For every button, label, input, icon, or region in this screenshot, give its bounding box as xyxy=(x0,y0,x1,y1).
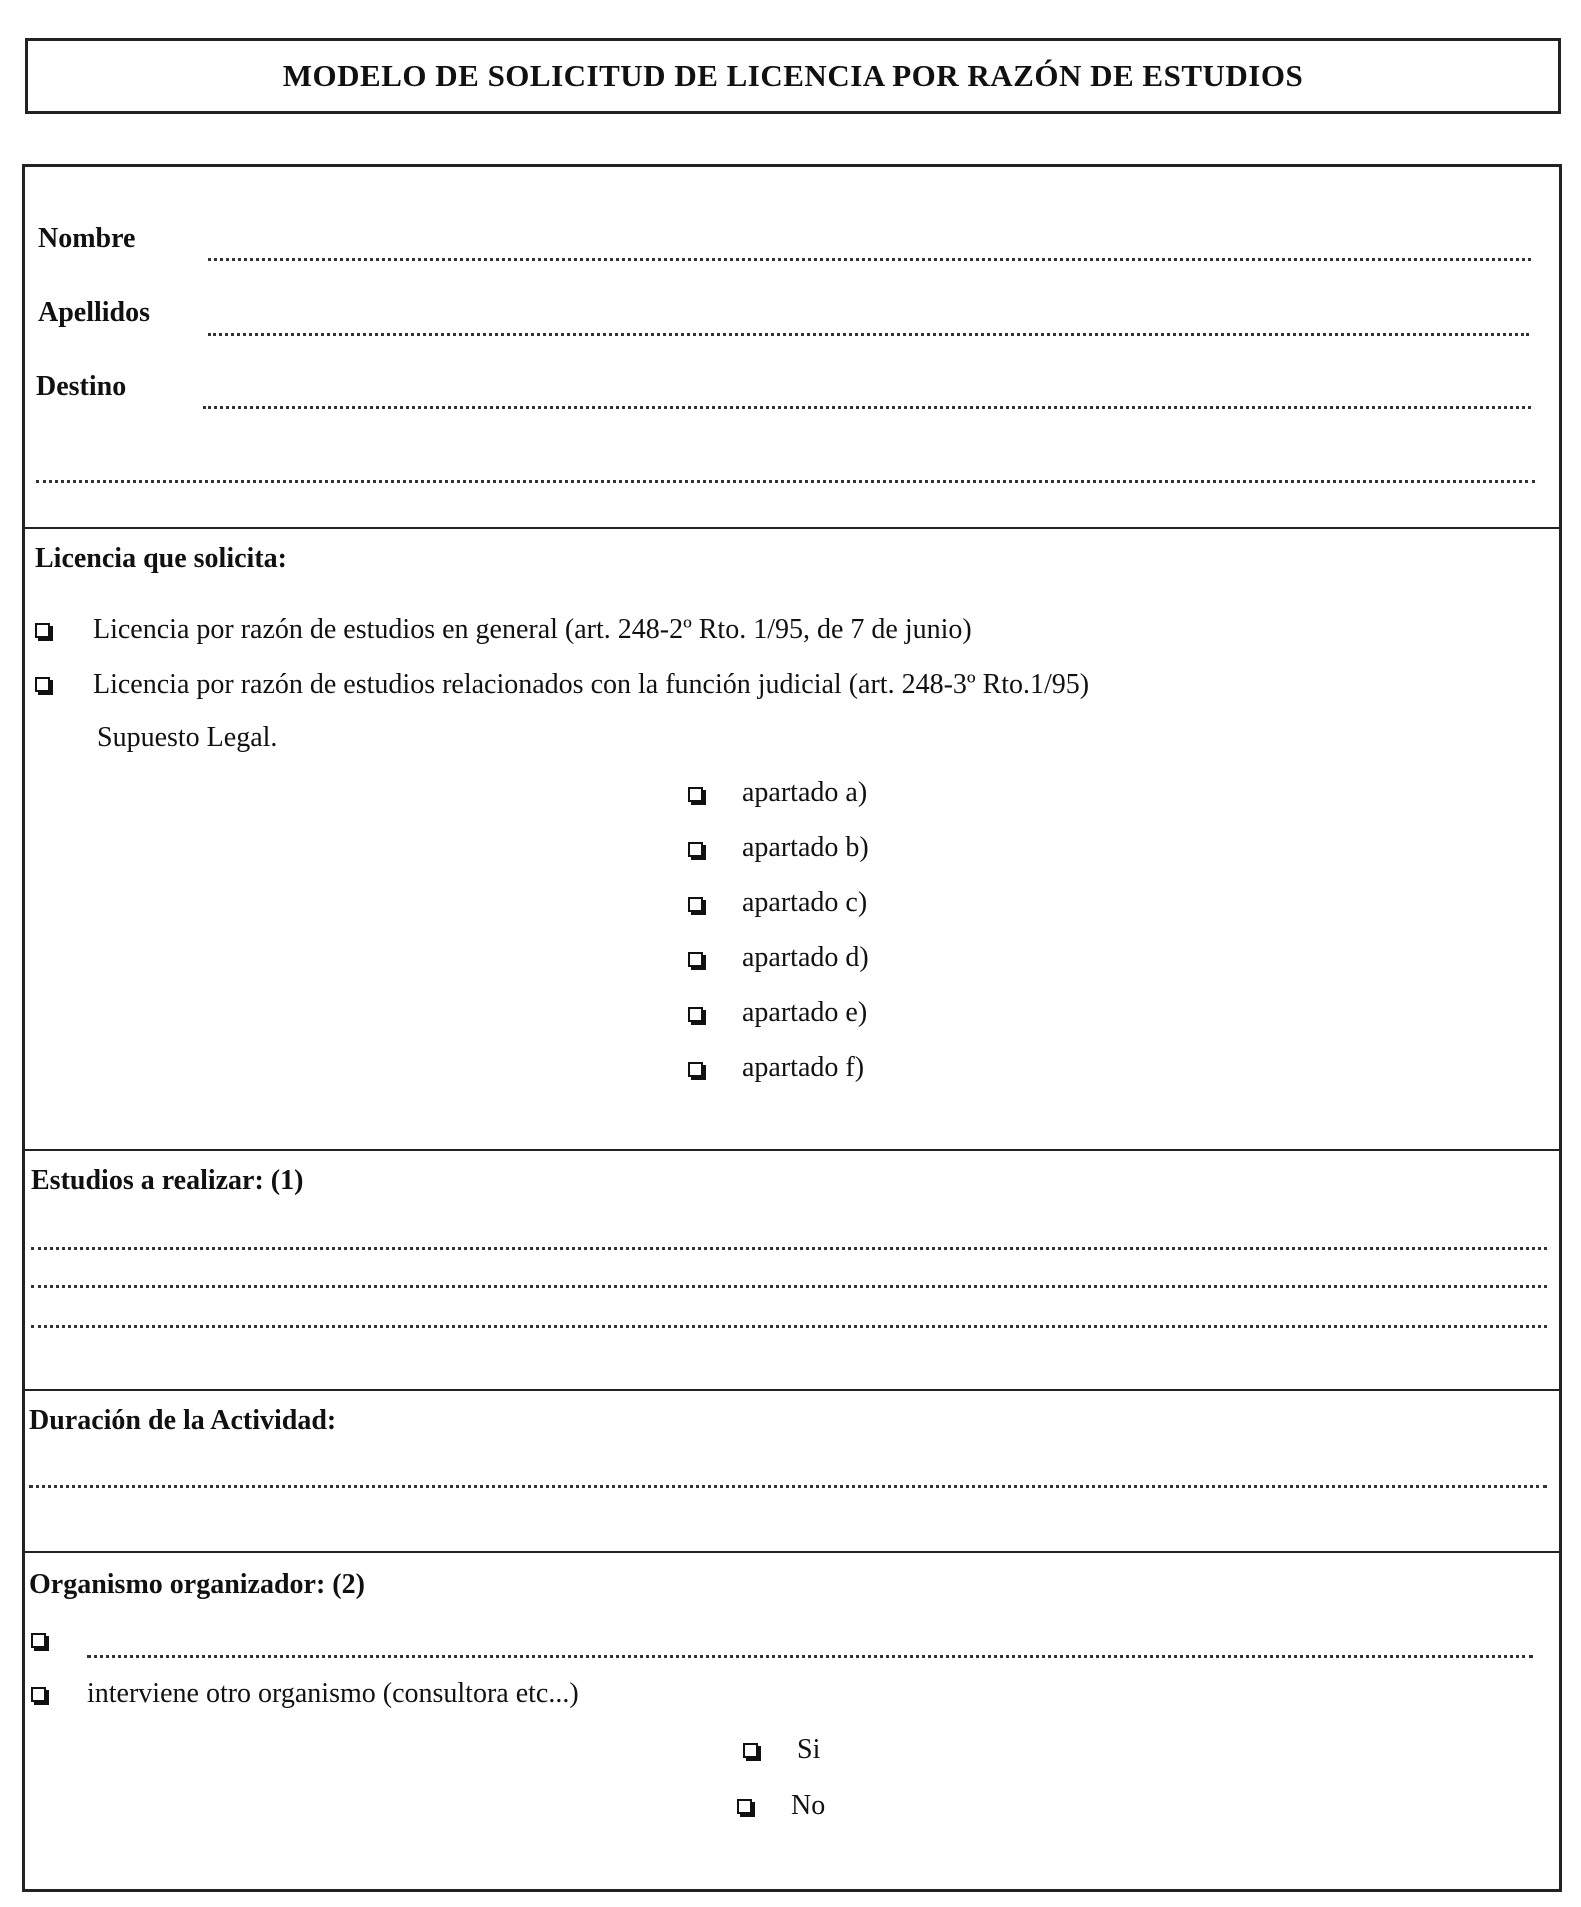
apartado-b-checkbox[interactable] xyxy=(688,842,703,857)
licencia-heading: Licencia que solicita: xyxy=(35,543,287,574)
destino-extra-field[interactable] xyxy=(36,480,1535,483)
estudios-line-2[interactable] xyxy=(31,1285,1547,1288)
duracion-field[interactable] xyxy=(29,1485,1547,1488)
si-checkbox[interactable] xyxy=(743,1743,758,1758)
duracion-section xyxy=(25,1391,1559,1553)
organismo-section xyxy=(25,1553,1559,1895)
estudios-line-3[interactable] xyxy=(31,1325,1547,1328)
interviene-checkbox[interactable] xyxy=(31,1687,46,1702)
organismo-checkbox[interactable] xyxy=(31,1633,46,1648)
application-form xyxy=(22,164,1562,1892)
apellidos-field[interactable] xyxy=(208,333,1529,336)
apartado-d-label: apartado d) xyxy=(742,942,869,973)
estudios-heading: Estudios a realizar: (1) xyxy=(31,1165,304,1196)
interviene-label: interviene otro organismo (consultora etc...) xyxy=(87,1678,579,1709)
organismo-heading: Organismo organizador: (2) xyxy=(29,1569,365,1600)
duracion-heading: Duración de la Actividad: xyxy=(29,1405,337,1436)
form-title: MODELO DE SOLICITUD DE LICENCIA POR RAZÓN DE ESTUDIOS xyxy=(282,58,1304,93)
apartado-f-checkbox[interactable] xyxy=(688,1062,703,1077)
licencia-judicial-label: Licencia por razón de estudios relacionados con la función judicial (art. 248-3º Rto.1/95) xyxy=(93,669,1090,700)
si-label: Si xyxy=(797,1734,821,1765)
organismo-field[interactable] xyxy=(87,1655,1533,1658)
no-checkbox[interactable] xyxy=(737,1799,752,1814)
licencia-general-checkbox[interactable] xyxy=(35,623,50,638)
no-label: No xyxy=(791,1790,826,1821)
apartado-c-checkbox[interactable] xyxy=(688,897,703,912)
apartado-a-label: apartado a) xyxy=(742,777,868,808)
destino-label: Destino xyxy=(36,371,127,402)
estudios-section xyxy=(25,1151,1559,1391)
nombre-field[interactable] xyxy=(208,258,1531,261)
personal-data-section xyxy=(25,167,1559,529)
form-title-box xyxy=(25,38,1561,114)
licencia-general-label: Licencia por razón de estudios en general (art. 248-2º Rto. 1/95, de 7 de junio) xyxy=(93,614,972,645)
estudios-line-1[interactable] xyxy=(31,1247,1547,1250)
destino-field[interactable] xyxy=(203,406,1531,409)
apartado-e-label: apartado e) xyxy=(742,997,868,1028)
nombre-label: Nombre xyxy=(38,223,136,254)
apartado-f-label: apartado f) xyxy=(742,1052,865,1083)
apartado-e-checkbox[interactable] xyxy=(688,1007,703,1022)
licencia-section xyxy=(25,529,1559,1151)
apellidos-label: Apellidos xyxy=(38,297,151,328)
supuesto-legal-label: Supuesto Legal. xyxy=(97,722,278,753)
apartado-b-label: apartado b) xyxy=(742,832,869,863)
apartado-d-checkbox[interactable] xyxy=(688,952,703,967)
apartado-c-label: apartado c) xyxy=(742,887,868,918)
licencia-judicial-checkbox[interactable] xyxy=(35,677,50,692)
apartado-a-checkbox[interactable] xyxy=(688,787,703,802)
